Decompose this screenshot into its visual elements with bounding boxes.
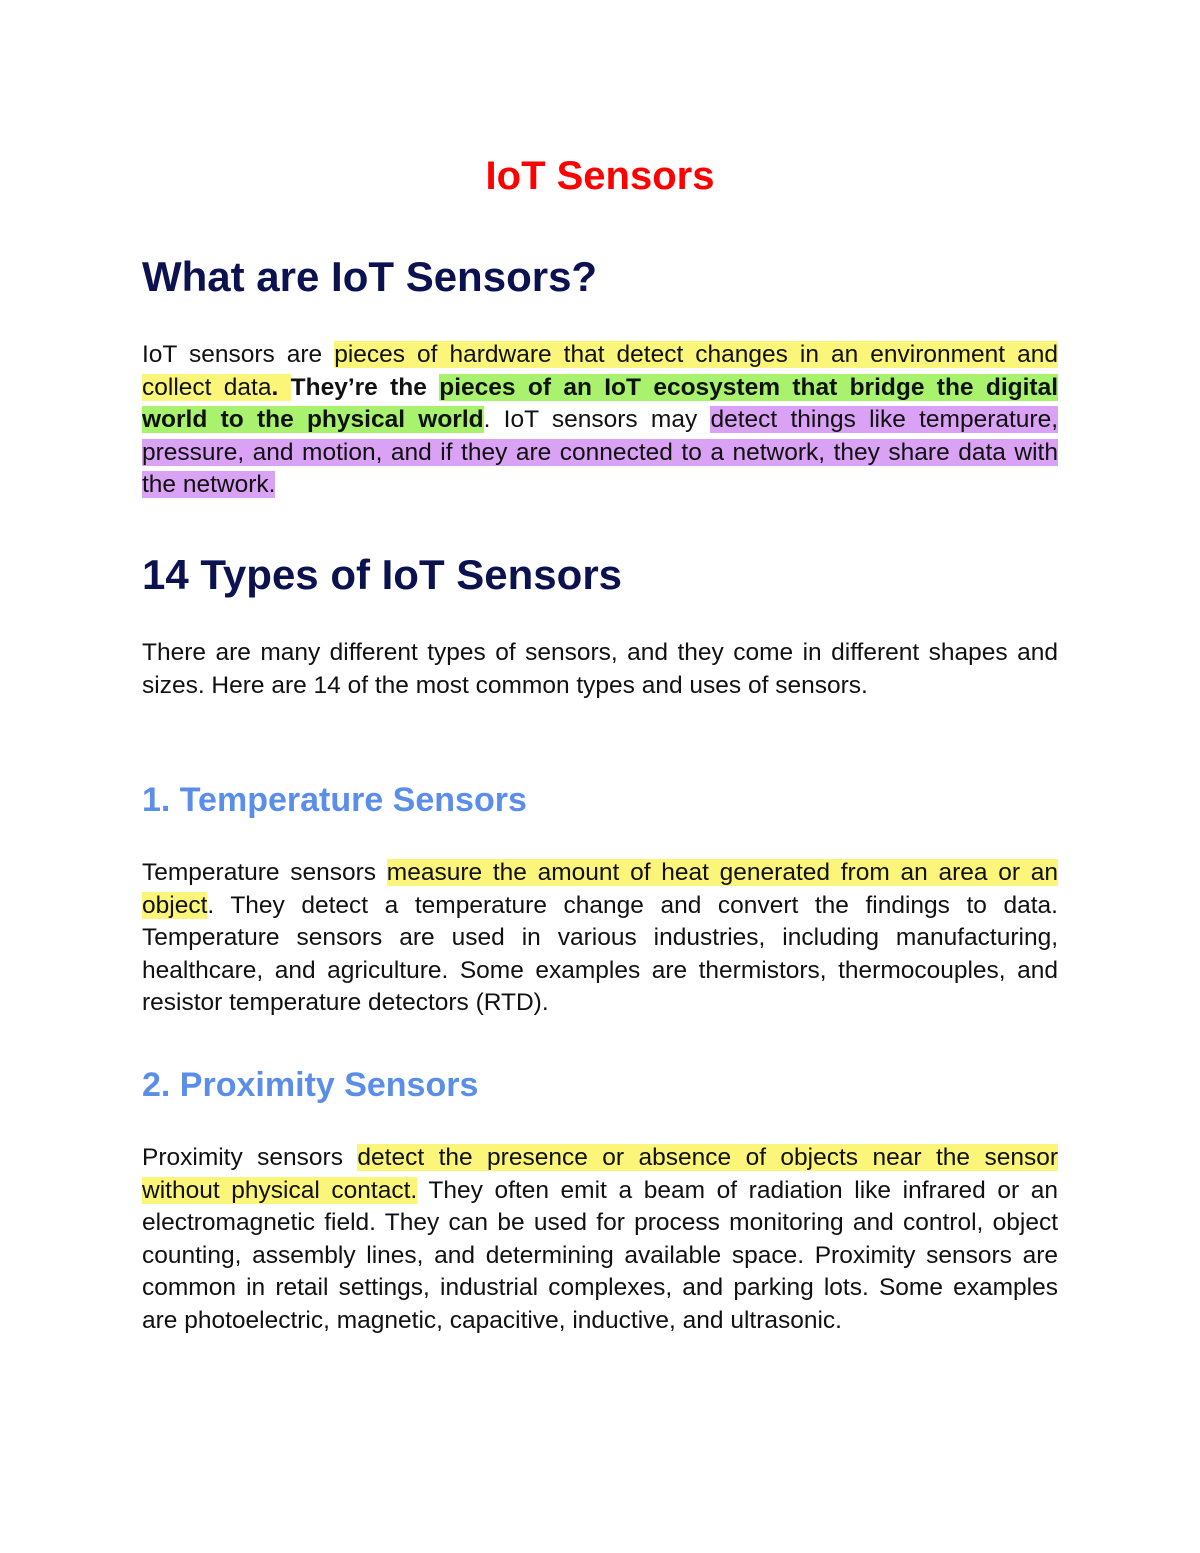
paragraph-types-intro: There are many different types of sensors, and they come in different shapes and sizes. Here are 14 of the most common types and uses of sensors. [142,639,1058,699]
text-segment: . They detect a temperature change and convert the findings to data. Temperature sensors are used in various industries, including manufacturing, healthcare, and agriculture. Some examples are thermistors, thermocouples, and resistor temperature detectors (RTD). [142,891,1058,1017]
paragraph-proximity-sensors [142,1142,1058,1338]
text-segment: They often emit a beam of radiation like infrared or an electromagnetic field. They can be used for process monitoring and control, object counting, assembly lines, and determining available space. Proximity sensors are common in retail settings, industrial complexes, and parking lots. Some examples are photoelectric, magnetic, capacitive, inductive, and ultrasonic. [142,1176,1058,1334]
text-segment: . [271,373,291,401]
highlight-ecosystem: pieces of an IoT ecosystem that bridge the digital world to the physical world [142,373,1059,434]
highlight-definition: pieces of hardware that detect changes in an environment and collect data [142,341,1058,401]
document-title: IoT Sensors [485,154,715,198]
heading-14-types: 14 Types of IoT Sensors [142,551,623,598]
paragraph-what-are-iot-sensors [142,339,1058,502]
highlight-temperature: measure the amount of heat generated from an area or an object [142,859,1059,919]
text-segment: Proximity sensors [142,1144,358,1171]
paragraph-temperature-sensors [142,857,1058,1020]
text-segment: . IoT sensors may [483,406,711,434]
text-segment: IoT sensors are [142,341,335,368]
heading-proximity-sensors: 2. Proximity Sensors [142,1066,479,1104]
highlight-detect-things: detect things like temperature, pressure, and motion, and if they are connected to a network, they share data with the network. [142,406,1059,499]
heading-what-are-iot-sensors: What are IoT Sensors? [142,253,598,300]
text-segment: They’re the [290,373,440,401]
highlight-proximity: detect the presence or absence of objects near the sensor without physical contact. [142,1144,1058,1204]
text-segment: Temperature sensors [142,859,387,886]
heading-temperature-sensors: 1. Temperature Sensors [142,781,527,819]
